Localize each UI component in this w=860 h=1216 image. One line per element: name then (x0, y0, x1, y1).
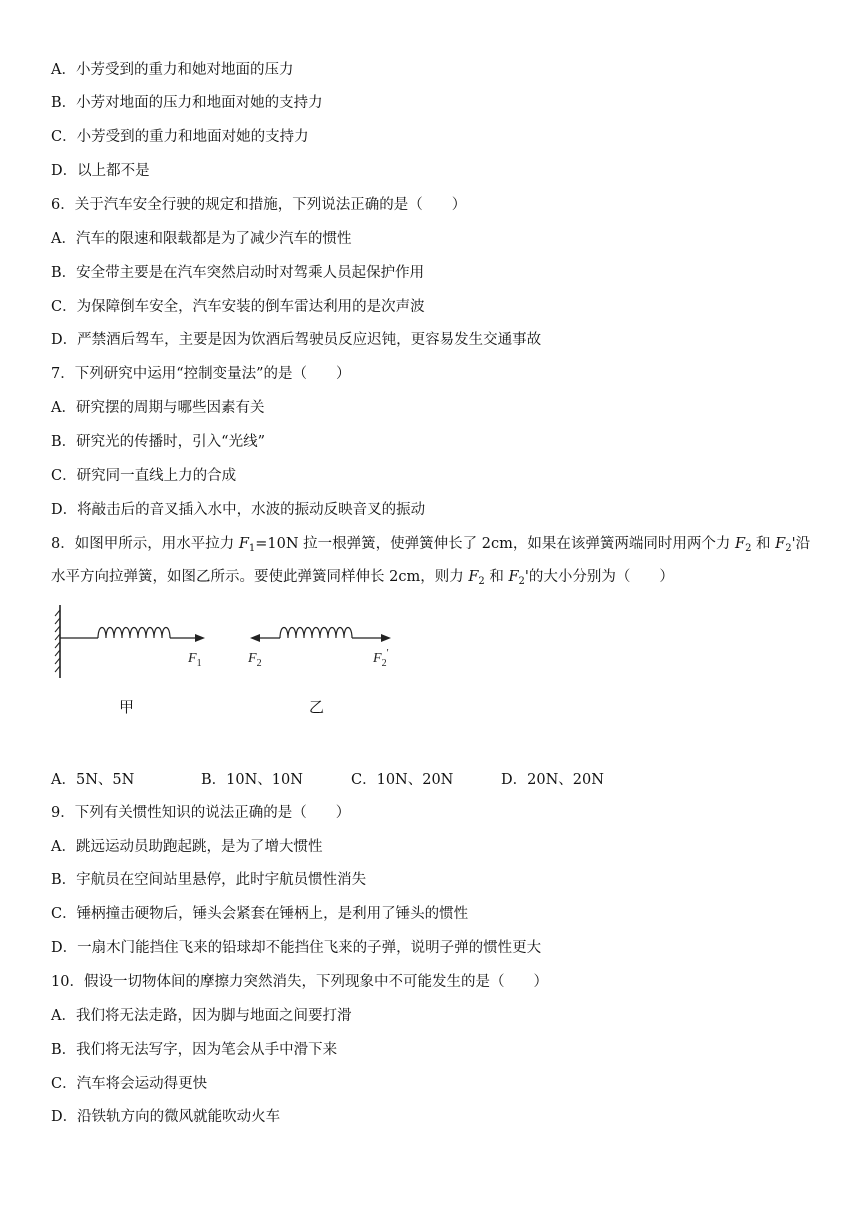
spring-right (258, 628, 383, 639)
arrow-right-icon (195, 634, 205, 642)
q5-option-d: D．以上都不是 (51, 163, 150, 179)
q6-stem: 6．关于汽车安全行驶的规定和措施，下列说法正确的是（ ） (51, 197, 467, 213)
q5-option-b: B．小芳对地面的压力和地面对她的支持力 (51, 95, 323, 111)
arrow-right-icon (381, 634, 391, 642)
q8-option-a: A．5N、5N (51, 772, 135, 788)
q10-option-c: C．汽车将会运动得更快 (51, 1076, 208, 1092)
q5-option-a: A．小芳受到的重力和她对地面的压力 (51, 62, 294, 78)
q9-option-a: A．跳远运动员助跑起跳，是为了增大惯性 (51, 839, 323, 855)
q8-options (51, 768, 751, 788)
q10-stem: 10．假设一切物体间的摩擦力突然消失，下列现象中不可能发生的是（ ） (51, 974, 548, 990)
q7-stem: 7．下列研究中运用“控制变量法”的是（ ） (51, 366, 351, 382)
spring-left (60, 628, 198, 639)
q9-option-d: D．一扇木门能挡住飞来的铅球却不能挡住飞来的子弹，说明子弹的惯性更大 (51, 940, 542, 956)
label-f2: $F_2$ (248, 651, 262, 669)
q8-option-b: B．10N、10N (201, 772, 303, 788)
figure-caption-jia: 甲 (119, 698, 135, 716)
q8-stem-line1: 8．如图甲所示，用水平拉力 $F_1=10N$ 拉一根弹簧，使弹簧伸长了 2cm，如果在该弹簧两端同时用两个力 $F_2$ 和 $F_2'$沿 (51, 536, 811, 554)
q6-option-d: D．严禁酒后驾车，主要是因为饮酒后驾驶员反应迟钝，更容易发生交通事故 (51, 332, 542, 348)
q5-option-c: C．小芳受到的重力和地面对她的支持力 (51, 129, 309, 145)
q10-option-a: A．我们将无法走路，因为脚与地面之间要打滑 (51, 1008, 352, 1024)
q6-option-b: B．安全带主要是在汽车突然启动时对驾乘人员起保护作用 (51, 265, 425, 281)
q7-option-b: B．研究光的传播时，引入“光线” (51, 434, 265, 450)
label-f2-prime: $F_2'$ (373, 647, 389, 669)
figure-caption-yi: 乙 (309, 698, 325, 716)
q9-option-b: B．宇航员在空间站里悬停，此时宇航员惯性消失 (51, 872, 367, 888)
q8-spring-figure (50, 600, 410, 690)
q7-option-d: D．将敲击后的音叉插入水中，水波的振动反映音叉的振动 (51, 502, 426, 518)
q9-option-c: C．锤柄撞击硬物后，锤头会紧套在锤柄上，是利用了锤头的惯性 (51, 906, 469, 922)
q10-option-d: D．沿铁轨方向的微风就能吹动火车 (51, 1109, 281, 1125)
q8-option-c: C．10N、20N (351, 772, 454, 788)
q8-stem-line2: 水平方向拉弹簧，如图乙所示。要使此弹簧同样伸长 2cm，则力 $F_2$ 和 $F_2'$的大小分别为（ ） (51, 569, 674, 587)
q7-option-c: C．研究同一直线上力的合成 (51, 468, 237, 484)
q10-option-b: B．我们将无法写字，因为笔会从手中滑下来 (51, 1042, 338, 1058)
q6-option-c: C．为保障倒车安全，汽车安装的倒车雷达利用的是次声波 (51, 299, 425, 315)
q8-option-d: D．20N、20N (501, 772, 604, 788)
label-f1: $F_1$ (188, 651, 202, 669)
q7-option-a: A．研究摆的周期与哪些因素有关 (51, 400, 265, 416)
q9-stem: 9．下列有关惯性知识的说法正确的是（ ） (51, 805, 351, 821)
q6-option-a: A．汽车的限速和限载都是为了减少汽车的惯性 (51, 231, 352, 247)
wall-icon (55, 605, 60, 678)
